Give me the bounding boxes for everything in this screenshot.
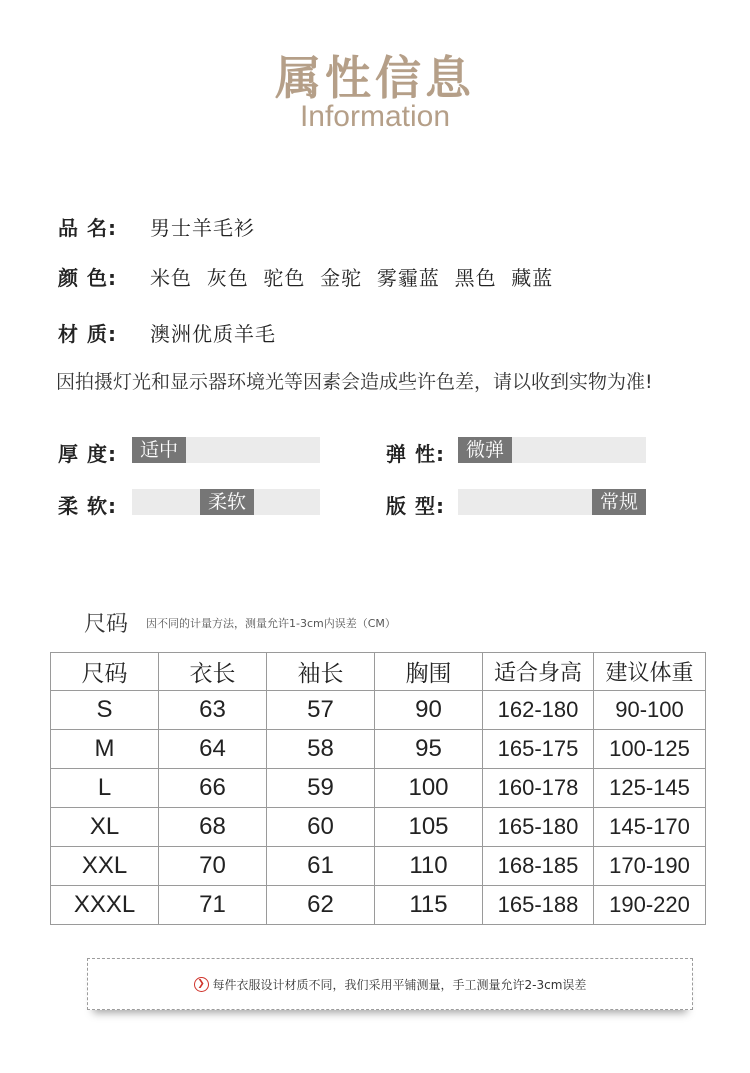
elasticity-label: 弹 性: [386, 442, 445, 466]
header-chest: 胸围 [375, 653, 483, 691]
cell: 100-125 [594, 730, 706, 769]
cell: 165-175 [483, 730, 594, 769]
cell: XXXL [51, 886, 159, 925]
cell: 59 [267, 769, 375, 808]
cell: 90-100 [594, 691, 706, 730]
softness-value: 柔软 [200, 489, 254, 515]
header-size: 尺码 [51, 653, 159, 691]
attr-value: 澳洲优质羊毛 [150, 322, 276, 346]
header-weight: 建议体重 [594, 653, 706, 691]
size-chart-title: 尺码 [84, 612, 129, 637]
cell: 100 [375, 769, 483, 808]
cell: 115 [375, 886, 483, 925]
table-row [51, 691, 706, 730]
chevron-right-circle-icon: ❯ [194, 977, 209, 992]
attr-row-name [58, 212, 255, 241]
cell: 95 [375, 730, 483, 769]
measurement-notice-text: 每件衣服设计材质不同，我们采用平铺测量，手工测量允许2-3cm误差 [212, 977, 587, 992]
cell: M [51, 730, 159, 769]
cell: 90 [375, 691, 483, 730]
color-disclaimer: 因拍摄灯光和显示器环境光等因素会造成些许色差，请以收到实物为准! [56, 371, 653, 393]
cell: 160-178 [483, 769, 594, 808]
table-row [51, 847, 706, 886]
attr-label: 颜 色: [58, 266, 117, 290]
table-row [51, 808, 706, 847]
table-header-row [51, 653, 706, 691]
cell: 105 [375, 808, 483, 847]
cell: 168-185 [483, 847, 594, 886]
fit-value: 常规 [592, 489, 646, 515]
cell: 68 [159, 808, 267, 847]
cell: 66 [159, 769, 267, 808]
cell: 61 [267, 847, 375, 886]
cell: L [51, 769, 159, 808]
table-row [51, 730, 706, 769]
cell: 71 [159, 886, 267, 925]
cell: 145-170 [594, 808, 706, 847]
softness-bar [132, 489, 320, 515]
attr-label: 品 名: [58, 216, 117, 240]
title-cn: 属性信息 [275, 51, 475, 105]
thickness-value: 适中 [132, 437, 186, 463]
cell: XXL [51, 847, 159, 886]
elasticity-value: 微弹 [458, 437, 512, 463]
cell: 58 [267, 730, 375, 769]
measurement-notice [87, 958, 693, 1010]
header-height: 适合身高 [483, 653, 594, 691]
table-row [51, 769, 706, 808]
attr-row-material [58, 318, 276, 347]
cell: 170-190 [594, 847, 706, 886]
fit-bar [458, 489, 646, 515]
attr-row-color [58, 262, 553, 291]
cell: 165-180 [483, 808, 594, 847]
cell: 60 [267, 808, 375, 847]
header-length: 衣长 [159, 653, 267, 691]
thickness-label: 厚 度: [58, 442, 117, 466]
thickness-bar [132, 437, 320, 463]
attr-value: 男士羊毛衫 [150, 216, 255, 240]
cell: 190-220 [594, 886, 706, 925]
cell: S [51, 691, 159, 730]
cell: 110 [375, 847, 483, 886]
size-chart-note: 因不同的计量方法，测量允许1-3cm内误差（CM） [146, 617, 396, 630]
header-sleeve: 袖长 [267, 653, 375, 691]
cell: XL [51, 808, 159, 847]
table-row [51, 886, 706, 925]
cell: 162-180 [483, 691, 594, 730]
size-table [50, 652, 706, 925]
elasticity-bar [458, 437, 646, 463]
cell: 125-145 [594, 769, 706, 808]
title-en: Information [299, 100, 451, 133]
cell: 62 [267, 886, 375, 925]
softness-label: 柔 软: [58, 494, 117, 518]
cell: 57 [267, 691, 375, 730]
cell: 165-188 [483, 886, 594, 925]
cell: 64 [159, 730, 267, 769]
cell: 63 [159, 691, 267, 730]
fit-label: 版 型: [386, 494, 445, 518]
attr-value: 米色 灰色 驼色 金驼 雾霾蓝 黑色 藏蓝 [150, 266, 554, 290]
cell: 70 [159, 847, 267, 886]
attr-label: 材 质: [58, 322, 117, 346]
